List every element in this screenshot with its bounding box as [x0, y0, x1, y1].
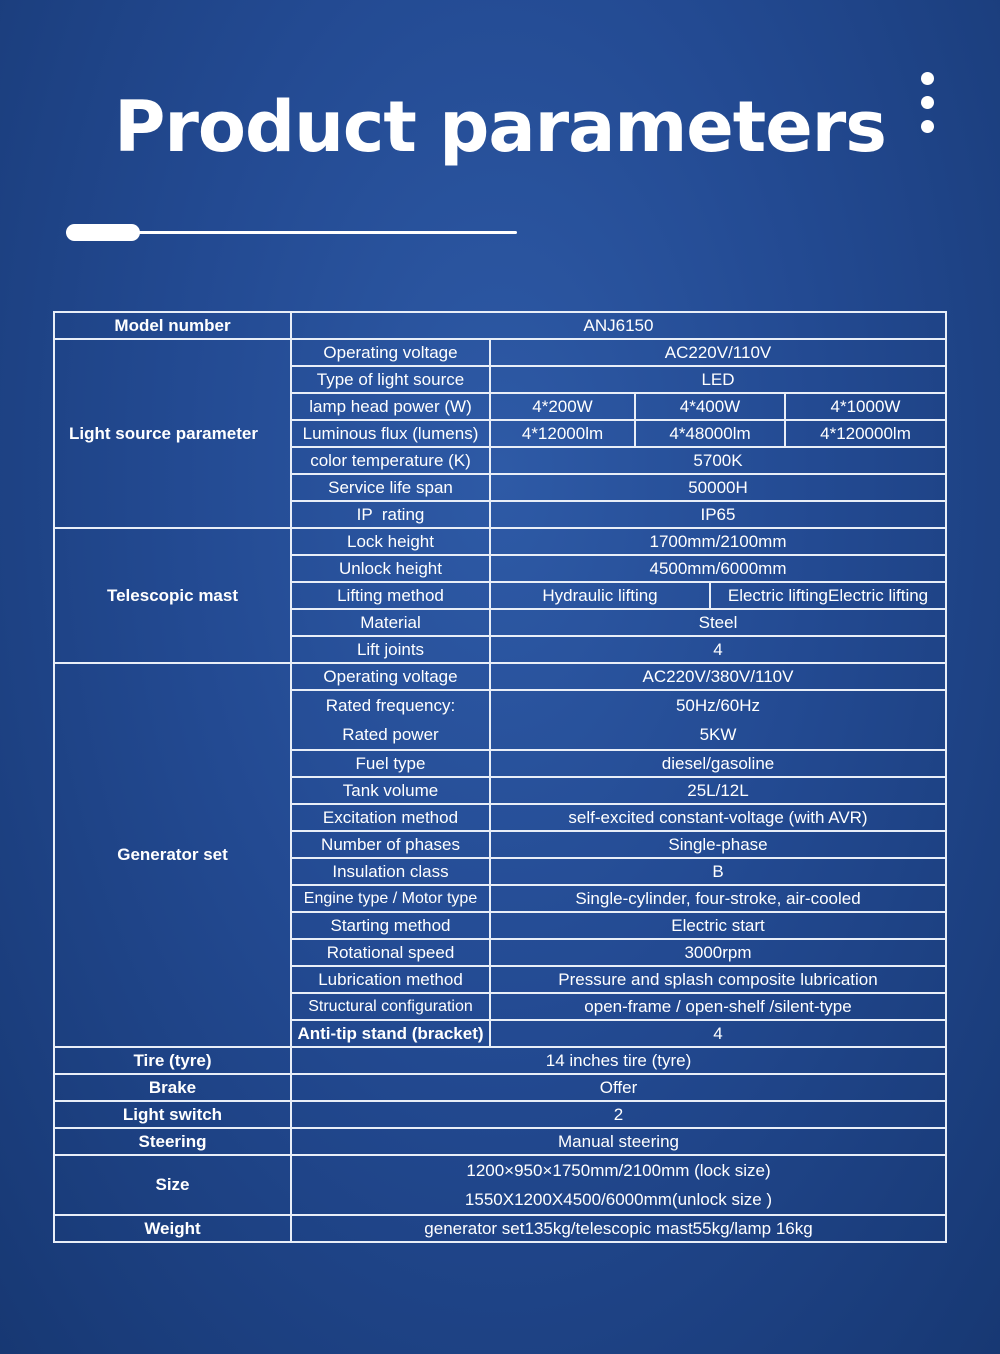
value-cell: 5700K: [490, 447, 946, 474]
value-cell: 25L/12L: [490, 777, 946, 804]
value-cell: Single-phase: [490, 831, 946, 858]
value-cell: 14 inches tire (tyre): [291, 1047, 946, 1074]
value-cell: B: [490, 858, 946, 885]
param-label: Excitation method: [291, 804, 490, 831]
param-label: Rotational speed: [291, 939, 490, 966]
category-cell: Light source parameter: [54, 339, 291, 528]
value-cell: 4*12000lm: [490, 420, 635, 447]
value-cell: Pressure and splash composite lubrication: [490, 966, 946, 993]
category-cell: Size: [54, 1155, 291, 1215]
value-cell: Electric liftingElectric lifting: [710, 582, 946, 609]
param-label: Luminous flux (lumens): [291, 420, 490, 447]
dot: [921, 96, 934, 109]
param-label: Unlock height: [291, 555, 490, 582]
param-label: Number of phases: [291, 831, 490, 858]
page-title: Product parameters: [114, 86, 886, 168]
value-line: 1200×950×1750mm/2100mm (lock size): [466, 1161, 771, 1180]
value-cell: 50000H: [490, 474, 946, 501]
param-label: Type of light source: [291, 366, 490, 393]
dot: [921, 72, 934, 85]
param-label: Engine type / Motor type: [291, 885, 490, 912]
category-cell: Light switch: [54, 1101, 291, 1128]
value-cell: 4*120000lm: [785, 420, 946, 447]
table-row: [54, 663, 946, 690]
category-cell: Generator set: [54, 663, 291, 1047]
param-label-line: Rated power: [342, 725, 439, 744]
value-cell: 4*48000lm: [635, 420, 785, 447]
more-vertical-icon[interactable]: [919, 72, 935, 136]
value-cell: Single-cylinder, four-stroke, air-cooled: [490, 885, 946, 912]
table-row: [54, 312, 946, 339]
param-label: Fuel type: [291, 750, 490, 777]
value-cell: LED: [490, 366, 946, 393]
category-cell: Steering: [54, 1128, 291, 1155]
category-cell: Anti-tip stand (bracket): [291, 1020, 490, 1047]
param-label: color temperature (K): [291, 447, 490, 474]
value-cell: 1700mm/2100mm: [490, 528, 946, 555]
table-row: [54, 1101, 946, 1128]
param-label: Lifting method: [291, 582, 490, 609]
value-cell: open-frame / open-shelf /silent-type: [490, 993, 946, 1020]
value-cell: 4: [490, 636, 946, 663]
param-label: Tank volume: [291, 777, 490, 804]
table-row: [54, 528, 946, 555]
param-label: Lift joints: [291, 636, 490, 663]
value-line: 5KW: [699, 725, 737, 744]
parameters-table: [53, 311, 947, 1243]
category-cell: Tire (tyre): [54, 1047, 291, 1074]
value-cell: diesel/gasoline: [490, 750, 946, 777]
param-label-line: Rated frequency:: [325, 696, 456, 715]
value-cell: 4500mm/6000mm: [490, 555, 946, 582]
value-cell: generator set135kg/telescopic mast55kg/lamp 16kg: [291, 1215, 946, 1242]
value-cell: 4: [490, 1020, 946, 1047]
category-cell: Telescopic mast: [54, 528, 291, 663]
dot: [921, 120, 934, 133]
value-cell: self-excited constant-voltage (with AVR): [490, 804, 946, 831]
title-underline-indicator: [66, 224, 140, 241]
param-label: Operating voltage: [291, 663, 490, 690]
table-row: [54, 1155, 946, 1215]
category-cell: Brake: [54, 1074, 291, 1101]
param-label: Service life span: [291, 474, 490, 501]
value-cell: ANJ6150: [291, 312, 946, 339]
param-label: Lock height: [291, 528, 490, 555]
value-cell: Manual steering: [291, 1128, 946, 1155]
value-line: 50Hz/60Hz: [675, 696, 761, 715]
value-cell: 3000rpm: [490, 939, 946, 966]
param-label: [291, 690, 490, 750]
value-cell: AC220V/380V/110V: [490, 663, 946, 690]
param-label: Material: [291, 609, 490, 636]
value-cell: [490, 690, 946, 750]
param-label: lamp head power (W): [291, 393, 490, 420]
table-row: [54, 1074, 946, 1101]
value-cell: Hydraulic lifting: [490, 582, 710, 609]
value-cell: 4*400W: [635, 393, 785, 420]
table-row: [54, 339, 946, 366]
param-label: Operating voltage: [291, 339, 490, 366]
value-cell: 2: [291, 1101, 946, 1128]
category-cell: Model number: [54, 312, 291, 339]
value-cell: 4*1000W: [785, 393, 946, 420]
value-cell: Offer: [291, 1074, 946, 1101]
param-label: Lubrication method: [291, 966, 490, 993]
value-cell: Electric start: [490, 912, 946, 939]
param-label: Insulation class: [291, 858, 490, 885]
value-cell: [291, 1155, 946, 1215]
table-row: [54, 1047, 946, 1074]
param-label: Starting method: [291, 912, 490, 939]
table-row: [54, 1215, 946, 1242]
value-cell: AC220V/110V: [490, 339, 946, 366]
param-label: IP rating: [291, 501, 490, 528]
table-row: [54, 1128, 946, 1155]
value-cell: Steel: [490, 609, 946, 636]
param-label: Structural configuration: [291, 993, 490, 1020]
value-cell: 4*200W: [490, 393, 635, 420]
value-line: 1550X1200X4500/6000mm(unlock size ): [464, 1190, 773, 1209]
category-cell: Weight: [54, 1215, 291, 1242]
value-cell: IP65: [490, 501, 946, 528]
